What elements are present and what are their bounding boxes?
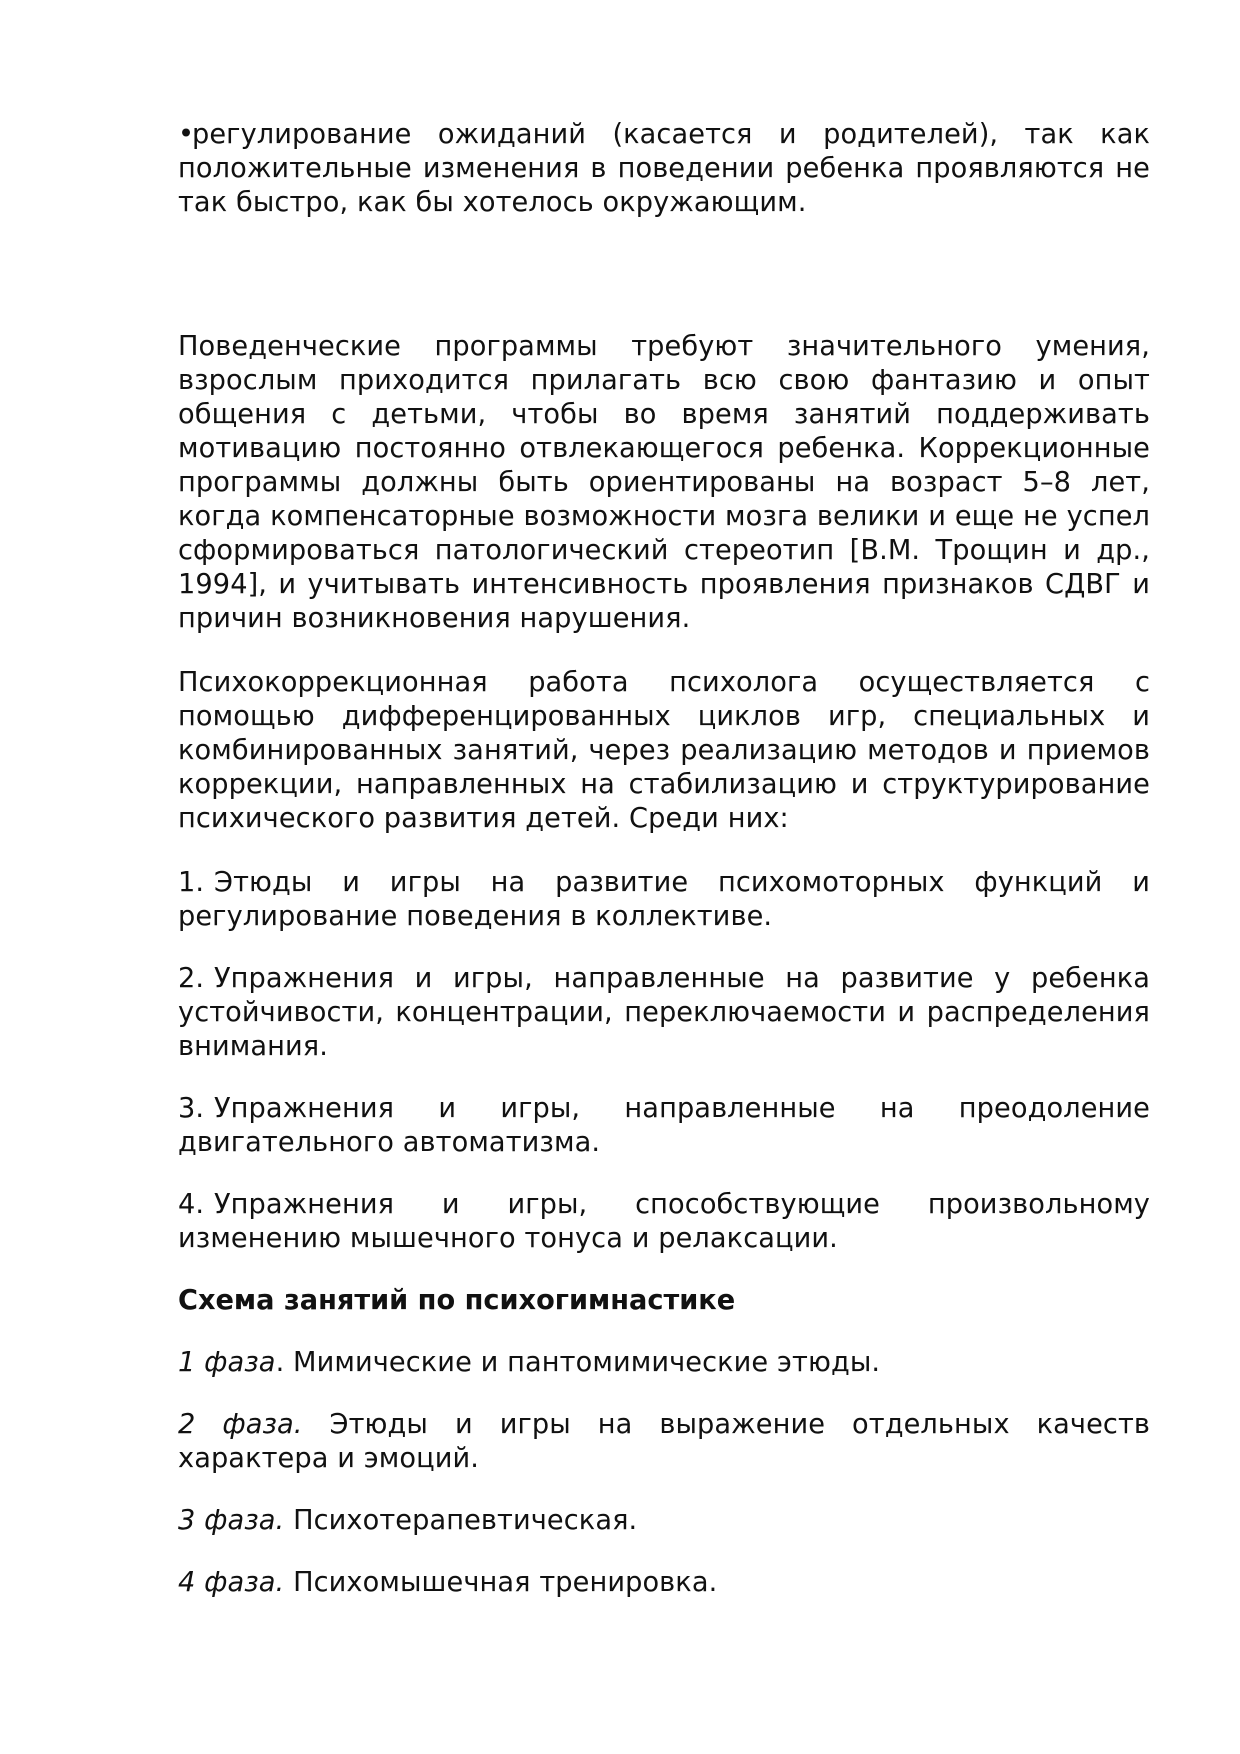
phase-item [178,1504,1150,1538]
paragraph-behavioral-programs: Поведенческие программы требуют значительного умения, взрослым приходится прилагать всю свою фантазию и опыт общения с детьми, чтобы во время занятий поддерживать мотивацию постоянно отвлекающегося ребенка. Коррекционные программы должны быть ориентированы на возраст 5–8 лет, когда компенсаторные возможности мозга велики и еще не успел сформироваться патологический стереотип [В.М. Трощин и др., 1994], и учитывать интенсивность проявления признаков СДВГ и причин возникновения нарушения. [178,331,1150,634]
bullet-mark: • [178,119,195,150]
paragraph-psychocorrection: Психокоррекционная работа психолога осуществляется с помощью дифференцированных циклов игр, специальных и комбинированных занятий, через реализацию методов и приемов коррекции, направленных на стабилизацию и структурирование психического развития детей. Среди них: [178,667,1150,834]
list-item [178,1092,1150,1160]
phase-text: Психотерапевтическая. [293,1505,638,1536]
list-item-text: Упражнения и игры, направленные на развитие у ребенка устойчивости, концентрации, переключаемости и распределения внимания. [178,963,1150,1062]
section-heading: Схема занятий по психогимнастике [178,1285,736,1316]
bullet-item [178,118,1150,220]
phase-separator [284,1567,293,1598]
list-item-number: 3. [178,1093,205,1124]
phase-text: Психомышечная тренировка. [293,1567,718,1598]
phase-text: Мимические и пантомимические этюды. [293,1347,881,1378]
phase-label: 3 фаза. [178,1505,285,1536]
list-item-number: 4. [178,1189,205,1220]
phase-separator: . [275,1347,294,1378]
list-item [178,866,1150,934]
list-item-text: Упражнения и игры, способствующие произвольному изменению мышечного тонуса и релаксации. [178,1189,1150,1254]
phase-item [178,1566,1150,1600]
list-item-text: Упражнения и игры, направленные на преодоление двигательного автоматизма. [178,1093,1150,1158]
phase-item [178,1408,1150,1476]
phase-item [178,1346,1150,1380]
phase-label: 2 фаза. [178,1409,303,1440]
phase-label: 1 фаза [178,1347,276,1378]
list-item-number: 2. [178,963,205,994]
bullet-text: регулирование ожиданий (касается и родителей), так как положительные изменения в поведении ребенка проявляются не так быстро, как бы хотелось окружающим. [178,119,1150,218]
phase-label: 4 фаза. [178,1567,285,1598]
phase-separator [284,1505,293,1536]
list-item-number: 1. [178,867,205,898]
list-item [178,1188,1150,1256]
list-item-text: Этюды и игры на развитие психомоторных функций и регулирование поведения в коллективе. [178,867,1150,932]
list-item [178,962,1150,1064]
phase-text: Этюды и игры на выражение отдельных качеств характера и эмоций. [178,1409,1151,1474]
page-content [178,118,1150,1600]
phase-separator [303,1409,330,1440]
